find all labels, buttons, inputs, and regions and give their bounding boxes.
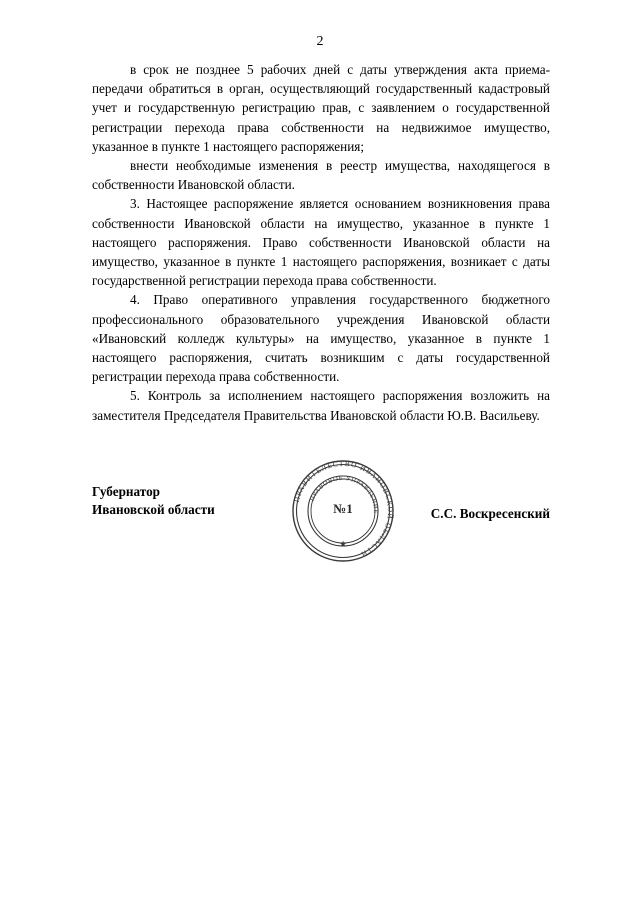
document-body [92, 60, 550, 425]
signatory-title-line-1: Губернатор [92, 484, 160, 499]
paragraph-5: 5. Контроль за исполнением настоящего распоряжения возложить на заместителя Председателя Правительства Ивановской области Ю.В. Васильеву. [92, 388, 550, 423]
official-stamp [287, 455, 399, 567]
svg-text:★: ★ [338, 539, 348, 549]
paragraph-2: внести необходимые изменения в реестр имущества, находящегося в собственности Ивановской области. [92, 158, 550, 193]
paragraph-4: 4. Право оперативного управления государственного бюджетного профессионального образовательного учреждения Ивановской области «Ивановский колледж культуры» на имущество, указанное в пункте 1 настоящего распоряжения, считать возникшим с даты государственной регистрации перехода права собственности. [92, 292, 550, 385]
paragraph-1: в срок не позднее 5 рабочих дней с даты утверждения акта приема-передачи обратиться в орган, осуществляющий государственный кадастровый учет и государственную регистрацию прав, с заявлением о государственной регистрации перехода права собственности на недвижимое имущество, указанное в пункте 1 настоящего распоряжения; [92, 62, 550, 154]
svg-text:ПРАВОВОЕ УПРАВЛЕНИЕ: ПРАВОВОЕ УПРАВЛЕНИЕ [308, 474, 380, 515]
page-number: 2 [316, 34, 324, 49]
signatory-title-line-2: Ивановской области [92, 502, 215, 517]
stamp-number: №1 [333, 501, 353, 516]
signatory-title [92, 483, 292, 519]
signatory-name: С.С. Воскресенский [430, 506, 550, 521]
paragraph-3: 3. Настоящее распоряжение является основанием возникновения права собственности Ивановской области на имущество, указанное в пункте 1 настоящего распоряжения. Право собственности Ивановской области на имущество, указанное в пункте 1 настоящего распоряжения, возникает с даты государственной регистрации перехода права собственности. [92, 196, 550, 289]
svg-text:ПРАВИТЕЛЬСТВО ИВАНОВСКОЙ ОБЛАС: ПРАВИТЕЛЬСТВО ИВАНОВСКОЙ ОБЛАСТИ [291, 458, 396, 560]
